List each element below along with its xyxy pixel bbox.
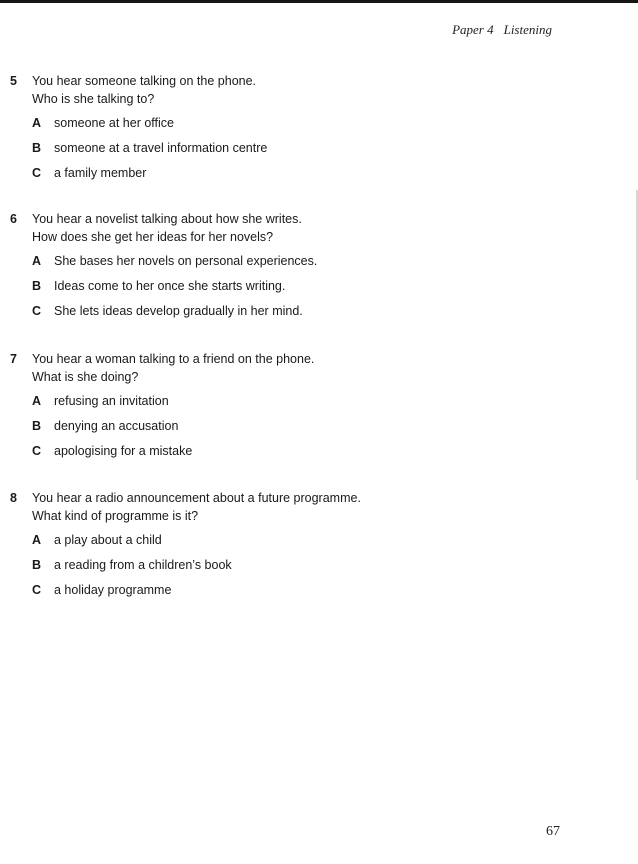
option-c[interactable] (32, 581, 430, 606)
option-c[interactable] (32, 302, 430, 327)
running-head-paper: Paper 4 (452, 22, 494, 37)
question-stem (32, 210, 430, 246)
option-text: a family member (54, 166, 147, 180)
option-text: She bases her novels on personal experiences. (54, 254, 318, 268)
option-text: refusing an invitation (54, 394, 169, 408)
question-context: You hear a woman talking to a friend on the phone. (32, 352, 315, 366)
option-text: a reading from a children’s book (54, 558, 232, 572)
option-letter: A (32, 254, 42, 268)
option-b[interactable] (32, 277, 430, 302)
option-a[interactable] (32, 114, 430, 139)
question-number: 8 (10, 491, 17, 505)
option-letter: A (32, 533, 42, 547)
top-rule (0, 0, 638, 3)
option-a[interactable] (32, 252, 430, 277)
option-letter: B (32, 141, 42, 155)
question-context: You hear a radio announcement about a future programme. (32, 491, 361, 505)
option-c[interactable] (32, 164, 430, 189)
option-text: Ideas come to her once she starts writing. (54, 279, 286, 293)
option-text: denying an accusation (54, 419, 179, 433)
option-letter: B (32, 419, 42, 433)
option-letter: B (32, 558, 42, 572)
option-b[interactable] (32, 417, 430, 442)
option-list (32, 531, 430, 606)
running-head (452, 22, 552, 38)
option-a[interactable] (32, 392, 430, 417)
option-letter: A (32, 116, 42, 130)
question-number: 6 (10, 212, 17, 226)
option-c[interactable] (32, 442, 430, 467)
option-text: someone at her office (54, 116, 174, 130)
question-7 (10, 350, 430, 467)
option-letter: B (32, 279, 42, 293)
option-letter: C (32, 583, 42, 597)
question-stem (32, 489, 430, 525)
question-stem (32, 72, 430, 108)
question-context: You hear a novelist talking about how she writes. (32, 212, 302, 226)
option-text: apologising for a mistake (54, 444, 193, 458)
option-letter: C (32, 166, 42, 180)
question-6 (10, 210, 430, 327)
option-text: She lets ideas develop gradually in her mind. (54, 304, 303, 318)
option-b[interactable] (32, 556, 430, 581)
option-text: a holiday programme (54, 583, 172, 597)
question-5 (10, 72, 430, 189)
page-number: 67 (546, 824, 560, 839)
option-text: someone at a travel information centre (54, 141, 268, 155)
question-stem (32, 350, 430, 386)
option-letter: C (32, 444, 42, 458)
option-text: a play about a child (54, 533, 162, 547)
question-number: 7 (10, 352, 17, 366)
question-prompt: What kind of programme is it? (32, 509, 199, 523)
question-prompt: How does she get her ideas for her novels? (32, 230, 274, 244)
option-list (32, 392, 430, 467)
option-list (32, 252, 430, 327)
question-8 (10, 489, 430, 606)
question-prompt: What is she doing? (32, 370, 139, 384)
option-list (32, 114, 430, 189)
option-a[interactable] (32, 531, 430, 556)
question-number: 5 (10, 74, 17, 88)
option-b[interactable] (32, 139, 430, 164)
question-prompt: Who is she talking to? (32, 92, 155, 106)
running-head-section: Listening (503, 22, 552, 37)
question-context: You hear someone talking on the phone. (32, 74, 257, 88)
option-letter: A (32, 394, 42, 408)
option-letter: C (32, 304, 42, 318)
